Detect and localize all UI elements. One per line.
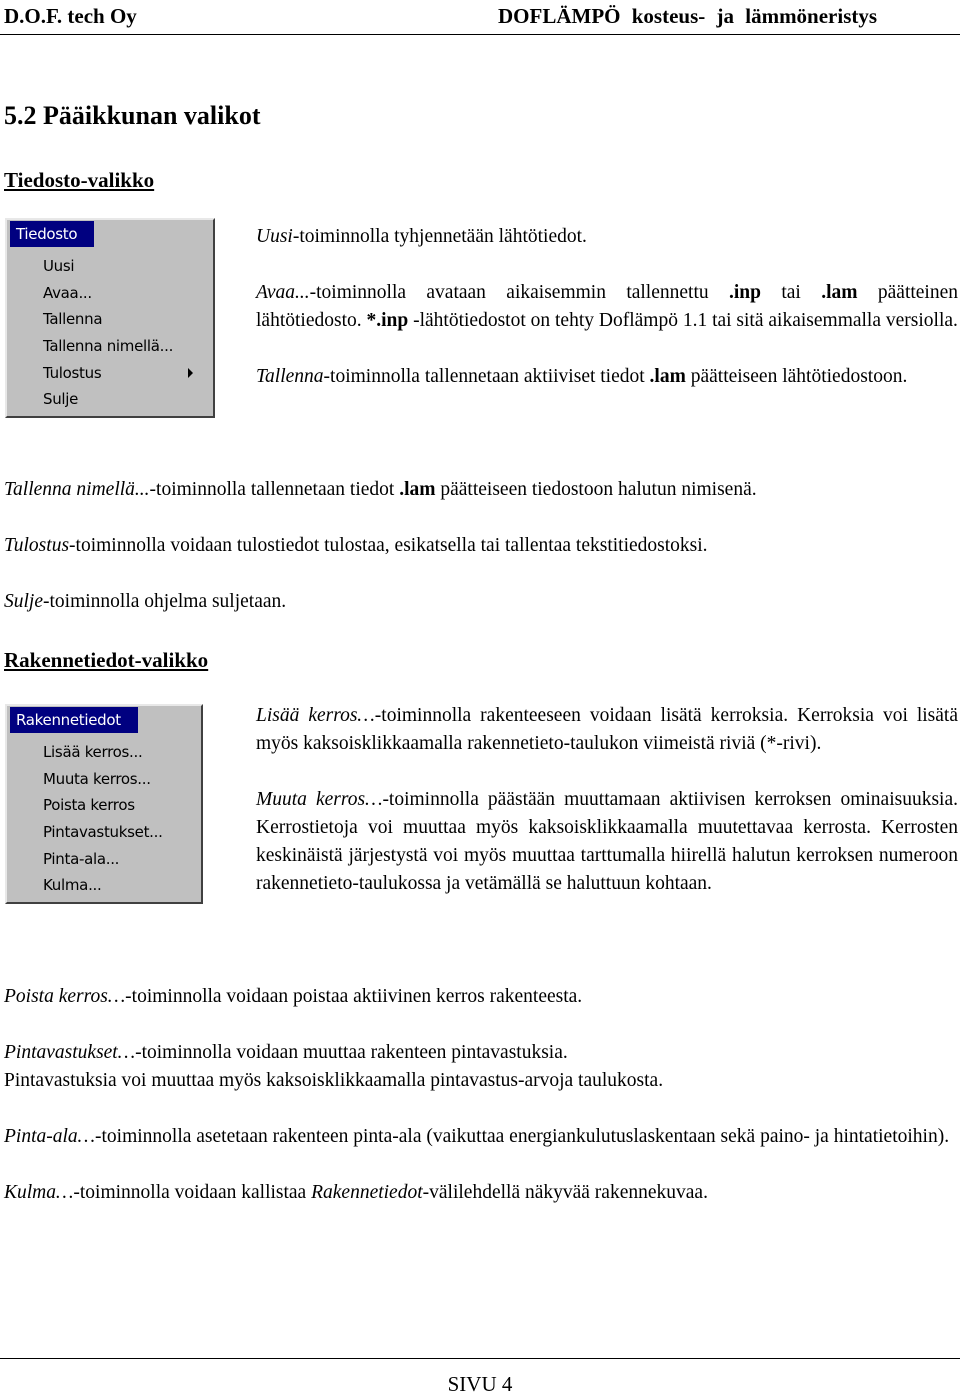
footer-divider <box>0 1358 960 1359</box>
rakenne-descriptions <box>256 702 958 898</box>
menu-title-rakennetiedot[interactable]: Rakennetiedot <box>10 707 138 733</box>
ext-lam: .lam <box>649 366 686 387</box>
text: tai <box>760 282 822 303</box>
desc-pintavastukset <box>4 1039 958 1095</box>
term: Poista kerros… <box>4 986 126 1007</box>
menu-item-tallenna-nimella[interactable]: Tallenna nimellä... <box>43 337 174 355</box>
term: Avaa... <box>256 282 310 303</box>
rakenne-heading: Rakennetiedot-valikko <box>4 648 209 672</box>
text: -toiminnolla voidaan tulostiedot tulostaa, esikatsella tai tallentaa tekstitiedostoksi. <box>69 535 708 556</box>
term: Lisää kerros… <box>256 705 375 726</box>
desc-pinta-ala <box>4 1123 958 1151</box>
ext-lam: .lam <box>399 479 436 500</box>
text: -toiminnolla tyhjennetään lähtötiedot. <box>292 226 587 247</box>
text: -toiminnolla asetetaan rakenteen pinta-ala (vaikuttaa energiankulutuslaskentaan sekä paino- ja hintatietoihin). <box>95 1126 950 1147</box>
menu-item-tulostus-label: Tulostus <box>43 364 102 382</box>
text: päätteiseen lähtötiedostoon. <box>685 366 908 387</box>
menu-item-uusi[interactable]: Uusi <box>43 257 75 275</box>
submenu-arrow-icon <box>188 368 193 378</box>
term: Pintavastukset… <box>4 1042 136 1063</box>
section-title: 5.2 Pääikkunan valikot <box>4 101 261 130</box>
desc-tulostus <box>4 532 958 560</box>
text-line2: Pintavastuksia voi muuttaa myös kaksoisklikkaamalla pintavastus-arvoja taulukosta. <box>4 1070 664 1091</box>
text: päätteinen lähtötiedosto. <box>256 282 959 331</box>
text: -toiminnolla päästään muuttamaan aktiivisen kerroksen ominaisuuksia. Kerrostietoja voi muuttaa myös kaksoisklikkaamalla muutettavaa kerrosta. Kerrosten keskinäistä järjestystä voi myös muuttaa tarttumalla hiirellä halutun kerroksen numeroon rakennetieto-taulukossa ja vetämällä se haluttuun kohtaan. <box>256 789 958 894</box>
term-rakennetiedot: Rakennetiedot <box>311 1182 423 1203</box>
ext-lam: .lam <box>821 282 858 303</box>
desc-sulje <box>4 588 958 616</box>
term: Tulostus <box>4 535 70 556</box>
ext-star-inp: *.inp <box>366 310 409 331</box>
text: -toiminnolla tallennetaan aktiiviset tiedot <box>323 366 650 387</box>
text: päätteiseen tiedostoon halutun nimisenä. <box>435 479 757 500</box>
text: -toiminnolla voidaan muuttaa rakenteen pintavastuksia. <box>135 1042 568 1063</box>
menu-item-pintavastukset[interactable]: Pintavastukset... <box>43 823 163 841</box>
tiedosto-descriptions-full <box>4 476 958 616</box>
term: Kulma… <box>4 1182 74 1203</box>
term: Muuta kerros… <box>256 789 383 810</box>
text: -välilehdellä näkyvää rakennekuvaa. <box>422 1182 708 1203</box>
desc-avaa <box>256 279 958 335</box>
menu-item-tallenna[interactable]: Tallenna <box>43 310 103 328</box>
desc-lisaa-kerros <box>256 702 958 758</box>
text: -toiminnolla rakenteeseen voidaan lisätä kerroksia. Kerroksia voi lisätä myös kaksoisklikkaamalla rakennetieto-taulukon viimeistä riviä (*-rivi). <box>256 705 958 754</box>
menu-item-lisaa-kerros[interactable]: Lisää kerros... <box>43 743 143 761</box>
desc-tallenna <box>256 363 958 391</box>
desc-uusi <box>256 223 958 251</box>
menu-item-poista-kerros[interactable]: Poista kerros <box>43 796 135 814</box>
ext-inp: .inp <box>729 282 761 303</box>
header-divider <box>0 34 960 35</box>
text: -toiminnolla voidaan poistaa aktiivinen kerros rakenteesta. <box>125 986 583 1007</box>
text: -toiminnolla avataan aikaisemmin tallennettu <box>309 282 729 303</box>
term: Tallenna nimellä... <box>4 479 150 500</box>
menu-item-kulma[interactable]: Kulma... <box>43 876 102 894</box>
menu-title-tiedosto[interactable]: Tiedosto <box>10 221 94 247</box>
term: Sulje <box>4 591 43 612</box>
menu-item-pinta-ala[interactable]: Pinta-ala... <box>43 850 120 868</box>
desc-poista-kerros <box>4 983 958 1011</box>
desc-muuta-kerros <box>256 786 958 898</box>
header-product: DOFLÄMPÖ kosteus- ja lämmöneristys <box>498 4 878 28</box>
text: -toiminnolla voidaan kallistaa <box>73 1182 312 1203</box>
page-number: SIVU 4 <box>447 1372 513 1396</box>
tiedosto-heading: Tiedosto-valikko <box>4 168 155 192</box>
term: Tallenna <box>256 366 324 387</box>
menu-item-avaa[interactable]: Avaa... <box>43 284 92 302</box>
text: -toiminnolla tallennetaan tiedot <box>149 479 400 500</box>
term: Uusi <box>256 226 293 247</box>
rakenne-descriptions-full <box>4 983 958 1207</box>
term: Pinta-ala… <box>4 1126 95 1147</box>
tiedosto-descriptions <box>256 223 958 391</box>
menu-item-sulje[interactable]: Sulje <box>43 390 79 408</box>
text: -toiminnolla ohjelma suljetaan. <box>43 591 287 612</box>
text: -lähtötiedostot on tehty Doflämpö 1.1 tai sitä aikaisemmalla versiolla. <box>408 310 958 331</box>
header-company: D.O.F. tech Oy <box>4 4 137 28</box>
menu-item-muuta-kerros[interactable]: Muuta kerros... <box>43 770 151 788</box>
menu-item-tulostus[interactable] <box>43 360 203 386</box>
tiedosto-menu <box>5 218 215 418</box>
desc-tallenna-nimella <box>4 476 958 504</box>
rakennetiedot-menu <box>5 704 203 904</box>
desc-kulma <box>4 1179 958 1207</box>
